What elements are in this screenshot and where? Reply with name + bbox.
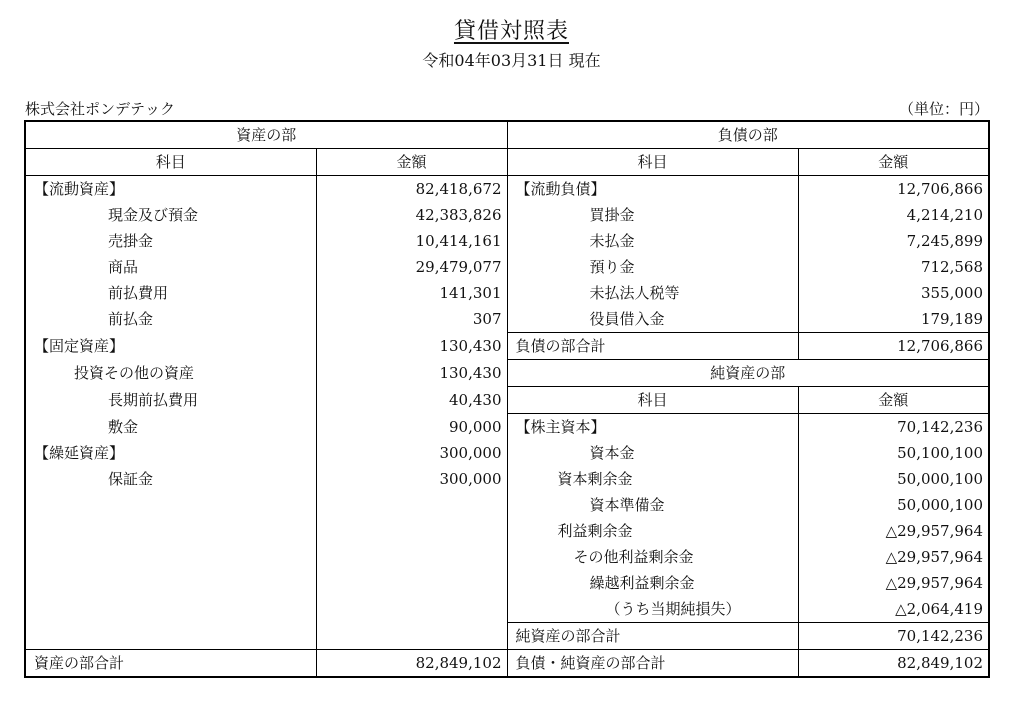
liability-amount: 12,706,866 <box>897 180 983 198</box>
assets-col-amount: 金額 <box>316 149 507 176</box>
liabilities-col-item: 科目 <box>507 149 798 176</box>
asset-amount: 10,414,161 <box>316 228 507 254</box>
liability-amount: 355,000 <box>920 284 983 302</box>
net-asset-label: 利益剰余金 <box>507 518 798 544</box>
liability-amount: 179,189 <box>920 310 983 328</box>
table-row <box>25 202 989 228</box>
table-row <box>25 387 989 414</box>
column-header-row <box>25 149 989 176</box>
assets-col-item: 科目 <box>25 149 316 176</box>
net-asset-amount: △29,957,964 <box>885 574 983 592</box>
asset-label: 前払費用 <box>25 280 316 306</box>
asset-label: 敷金 <box>25 414 316 441</box>
asset-label: 売掛金 <box>25 228 316 254</box>
net-asset-amount: △29,957,964 <box>885 522 983 540</box>
table-row <box>25 414 989 441</box>
asset-amount: 141,301 <box>316 280 507 306</box>
table-row <box>25 254 989 280</box>
net-assets-section-title: 純資産の部 <box>507 360 989 387</box>
table-row <box>25 360 989 387</box>
liability-label: 【流動負債】 <box>507 176 798 203</box>
liability-amount: 4,214,210 <box>906 206 983 224</box>
grand-total-amount: 82,849,102 <box>798 650 989 678</box>
table-row <box>25 280 989 306</box>
net-asset-label: 資本剰余金 <box>507 466 798 492</box>
asset-amount: 307 <box>316 306 507 333</box>
asset-empty <box>25 492 316 518</box>
table-row <box>25 518 989 544</box>
liability-label: 買掛金 <box>507 202 798 228</box>
liability-label: 役員借入金 <box>507 306 798 333</box>
liability-amount: 7,245,899 <box>906 232 983 250</box>
net-assets-col-amount: 金額 <box>798 387 989 414</box>
asset-amount: 29,479,077 <box>316 254 507 280</box>
liabilities-col-amount: 金額 <box>798 149 989 176</box>
asset-label: 現金及び預金 <box>25 202 316 228</box>
asset-label: 保証金 <box>25 466 316 492</box>
asset-empty <box>316 518 507 544</box>
liabilities-total-label: 負債の部合計 <box>507 333 798 360</box>
asset-label: 【固定資産】 <box>25 333 316 360</box>
assets-total-amount: 82,849,102 <box>316 650 507 678</box>
net-asset-amount: 50,000,100 <box>897 470 983 488</box>
asset-amount: 130,430 <box>316 333 507 360</box>
table-row <box>25 440 989 466</box>
asset-label: 【繰延資産】 <box>25 440 316 466</box>
asset-amount: 40,430 <box>316 387 507 414</box>
asset-amount: 90,000 <box>316 414 507 441</box>
asset-amount: 300,000 <box>316 440 507 466</box>
table-row <box>25 492 989 518</box>
report-date: 令和04年03月31日 現在 <box>422 51 601 70</box>
liability-amount: 712,568 <box>920 258 983 276</box>
asset-empty <box>25 623 316 650</box>
asset-empty <box>316 544 507 570</box>
net-asset-label: 【株主資本】 <box>507 414 798 441</box>
assets-total-label: 資産の部合計 <box>25 650 316 678</box>
net-asset-amount: 50,100,100 <box>897 444 983 462</box>
table-row <box>25 333 989 360</box>
asset-empty <box>316 570 507 596</box>
net-assets-total-label: 純資産の部合計 <box>507 623 798 650</box>
liability-label: 預り金 <box>507 254 798 280</box>
asset-amount: 42,383,826 <box>316 202 507 228</box>
table-row <box>25 466 989 492</box>
asset-empty <box>25 596 316 623</box>
asset-empty <box>25 518 316 544</box>
asset-label: 長期前払費用 <box>25 387 316 414</box>
grand-total-row <box>25 650 989 678</box>
table-row <box>25 228 989 254</box>
table-row <box>25 570 989 596</box>
liability-label: 未払金 <box>507 228 798 254</box>
net-asset-label: 繰越利益剰余金 <box>507 570 798 596</box>
section-header-row <box>25 121 989 149</box>
asset-label: 投資その他の資産 <box>25 360 316 387</box>
table-row <box>25 596 989 623</box>
asset-empty <box>316 596 507 623</box>
net-asset-amount: △2,064,419 <box>895 600 983 618</box>
asset-empty <box>25 544 316 570</box>
grand-total-label: 負債・純資産の部合計 <box>507 650 798 678</box>
table-row <box>25 544 989 570</box>
net-asset-label: その他利益剰余金 <box>507 544 798 570</box>
liabilities-total-amount: 12,706,866 <box>798 333 989 360</box>
asset-label: 前払金 <box>25 306 316 333</box>
asset-empty <box>25 570 316 596</box>
liability-label: 未払法人税等 <box>507 280 798 306</box>
asset-label: 商品 <box>25 254 316 280</box>
net-assets-col-item: 科目 <box>507 387 798 414</box>
assets-section-title: 資産の部 <box>25 121 507 149</box>
net-asset-amount: △29,957,964 <box>885 548 983 566</box>
net-asset-amount: 70,142,236 <box>897 418 983 436</box>
asset-amount: 82,418,672 <box>316 176 507 203</box>
net-assets-total-amount: 70,142,236 <box>798 623 989 650</box>
asset-amount: 130,430 <box>316 360 507 387</box>
net-asset-amount: 50,000,100 <box>897 496 983 514</box>
net-asset-label: 資本準備金 <box>507 492 798 518</box>
document-title: 貸借対照表 <box>453 19 569 44</box>
unit-label: （単位：円） <box>898 100 989 118</box>
net-asset-label: （うち当期純損失） <box>507 596 798 623</box>
asset-empty <box>316 623 507 650</box>
table-row <box>25 623 989 650</box>
table-row <box>25 306 989 333</box>
document-title-wrap <box>0 14 1023 45</box>
company-name: 株式会社ポンデテック <box>25 100 176 118</box>
net-asset-label: 資本金 <box>507 440 798 466</box>
asset-empty <box>316 492 507 518</box>
liabilities-section-title: 負債の部 <box>507 121 989 149</box>
asset-label: 【流動資産】 <box>25 176 316 203</box>
table-row <box>25 176 989 203</box>
asset-amount: 300,000 <box>316 466 507 492</box>
balance-sheet-table <box>24 120 990 678</box>
